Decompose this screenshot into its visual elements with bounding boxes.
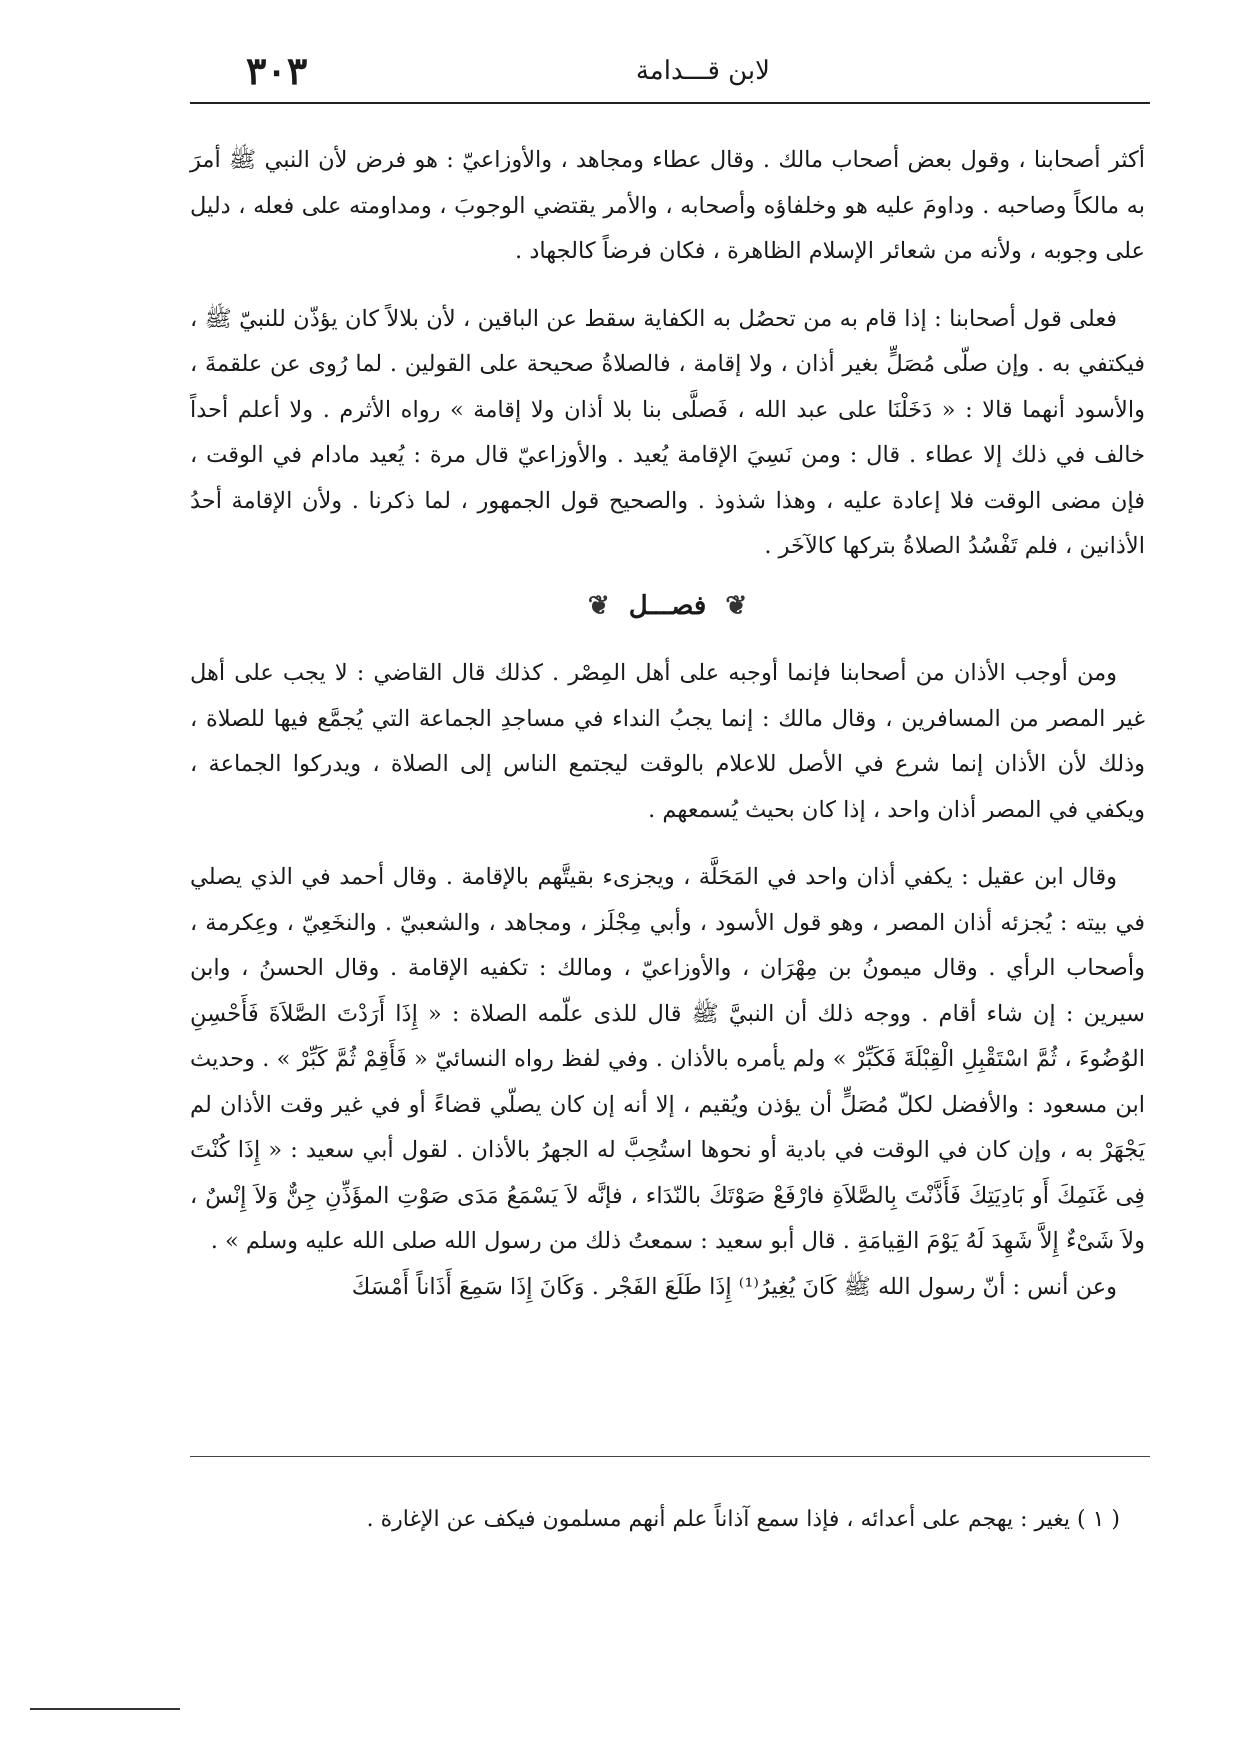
paragraph-1: أكثر أصحابنا ، وقول بعض أصحاب مالك . وقال عطاء ومجاهد ، والأوزاعيّ : هو فرض لأن النبي ﷺ أمرَ به مالكاً وصاحبه . وداومَ عليه هو وخلفاؤه وأصحابه ، والأمر يقتضي الوجوبَ ، ومداومته على فعله ، دليل على وجوبه ، ولأنه من شعائر الإسلام الظاهرة ، فكان فرضاً كالجهاد . [190,147,1145,264]
main-text [190,138,1145,1310]
footnote-rule [190,1456,1150,1457]
header-rule [190,102,1150,104]
ornament-icon: ❦ [587,590,610,621]
running-title: لابن قـــدامة [635,56,770,86]
paragraph-5: وعن أنس : أنّ رسول الله ﷺ كَانَ يُغِيرُ⁽¹⁾ إِذَا طَلَعَ الفَجْر . وَكَانَ إِذَا سَمِعَ أَذَاناً أَمْسَكَ [351,1273,1117,1300]
bottom-rule [30,1708,180,1710]
section-heading-label: فصـــل [628,590,707,621]
ornament-icon: ❦ [725,590,748,621]
page-header [190,48,1150,108]
paragraph-3: ومن أوجب الأذان من أصحابنا فإنما أوجبه على أهل المِصْر . كذلك قال القاضي : لا يجب على أهل غير المصر من المسافرين ، وقال مالك : إنما يجبُ النداء في مساجدِ الجماعة التي يُجمَّع فيها للصلاة ، وذلك لأن الأذان إنما شرع في الأصل للاعلام بالوقت ليجتمع الناس إلى الصلاة ، ويدركوا الجماعة ، ويكفي في المصر أذان واحد ، إذا كان بحيث يُسمعهم . [190,660,1145,823]
section-heading [190,584,1145,630]
paragraph-2: فعلى قول أصحابنا : إذا قام به من تحصُل به الكفاية سقط عن الباقين ، لأن بلالاً كان يؤذّن للنبيّ ﷺ ، فيكتفي به . وإن صلّى مُصَلٍّ بغير أذان ، ولا إقامة ، فالصلاةُ صحيحة على القولين . لما رُوى عن علقمةَ ، والأسود أنهما قالا : « دَخَلْنَا على عبد الله ، فَصلَّى بنا بلا أذان ولا إقامة » رواه الأثرم . ولا أعلم أحداً خالف في ذلك إلا عطاء . قال : ومن نَسِيَ الإقامة يُعيد . والأوزاعيّ قال مرة : يُعيد مادام في الوقت ، فإن مضى الوقت فلا إعادة عليه ، وهذا شذوذ . والصحيح قول الجمهور ، لما ذكرنا . ولأن الإقامة أحدُ الأذانين ، فلم تَفْسُدُ الصلاةُ بتركها كالآخَر . [190,305,1145,559]
paragraph-4: وقال ابن عقيل : يكفي أذان واحد في المَحَلَّة ، ويجزىء بقيتَّهم بالإقامة . وقال أحمد في الذي يصلي في بيته : يُجزئه أذان المصر ، وهو قول الأسود ، وأبي مِجْلَز ، ومجاهد ، والشعبيّ . والنخَعِيّ ، وعِكرمة ، وأصحاب الرأي . وقال ميمونُ بن مِهْرَان ، والأوزاعيّ ، ومالك : تكفيه الإقامة . وقال الحسنُ ، وابن سيرين : إن شاء أقام . ووجه ذلك أن النبيَّ ﷺ قال للذى علّمه الصلاة : « إِذَا أَرَدْتَ الصَّلاَةَ فَأَحْسِنِ الوُضُوءَ ، ثُمَّ اسْتَقْبِلِ الْقِبْلَةَ فَكَبِّرْ » ولم يأمره بالأذان . وفي لفظ رواه النسائيّ « فَأَقِمْ ثُمَّ كَبِّرْ » . وحديث ابن مسعود : والأفضل لكلّ مُصَلٍّ أن يؤذن ويُقيم ، إلا أنه إن كان يصلّي قضاءً أو في غير وقت الأذان لم يَجْهَرْ به ، وإن كان في الوقت في بادية أو نحوها استُحِبَّ له الجهرُ بالأذان . لقول أبي سعيد : « إِذَا كُنْتَ فِى غَنَمِكَ أَو بَادِيَتِكَ فَأَذَّنْتَ بِالصَّلاَةِ فارْفَعْ صَوْتَكَ بالنّدَاء ، فإنَّه لاَ يَسْمَعُ مَدَى صَوْتِ المؤَذِّنِ جِنٌّ وَلاَ إِنْسٌ ، ولاَ شَىْءٌ إِلاَّ شَهِدَ لَهُ يَوْمَ القِيامَةِ . قال أبو سعيد : سمعتُ ذلك من رسول الله صلى الله عليه وسلم » . [190,864,1145,1255]
footnote: ( ١ ) يغير : يهجم على أعدائه ، فإذا سمع آذاناً علم أنهم مسلمون فيكف عن الإغارة . [366,1507,1120,1532]
paragraph-gap [190,833,1145,855]
paragraph-gap [190,275,1145,297]
page-number: ٣٠٣ [246,48,308,93]
